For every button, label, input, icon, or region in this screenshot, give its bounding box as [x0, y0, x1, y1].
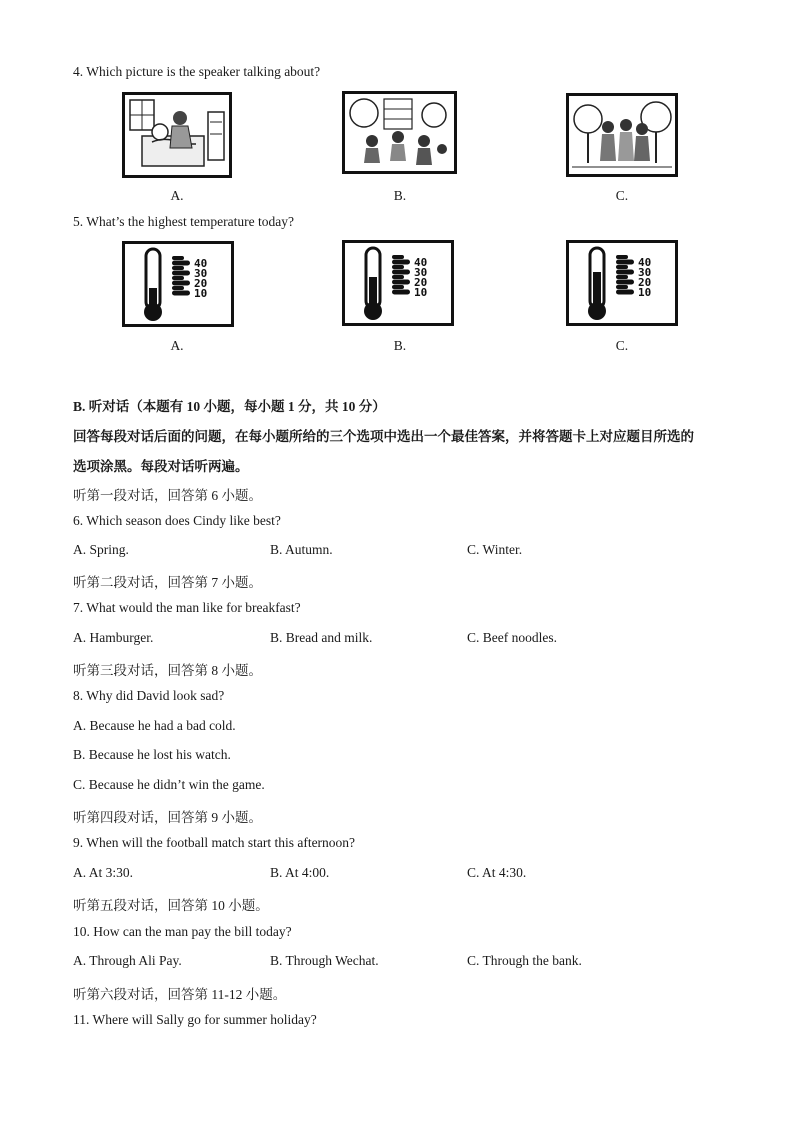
scale-tick-label: 20: [638, 276, 652, 289]
question-6-text: 6. Which season does Cindy like best?: [73, 513, 281, 528]
scale-tick-mark: [392, 290, 410, 295]
option-b-label: B.: [393, 338, 407, 353]
scale-tick-label: 10: [194, 287, 208, 300]
q10-option-b: B. Through Wechat.: [270, 953, 379, 968]
option-c-label: C.: [615, 338, 629, 353]
scale-tick-label: 30: [414, 266, 428, 279]
thermometer-icon: [342, 240, 454, 326]
scale-tick-mark: [392, 280, 410, 285]
question-7-text: 7. What would the man like for breakfast?: [73, 600, 301, 615]
dialogue-1-note: 听第一段对话，回答第 6 小题。: [73, 488, 262, 503]
scale-minor-tick: [172, 286, 184, 290]
scale-tick-label: 10: [638, 286, 652, 299]
question-5-text: 5. What’s the highest temperature today?: [73, 214, 294, 229]
scale-tick-mark: [616, 290, 634, 295]
question-8-text: 8. Why did David look sad?: [73, 688, 225, 703]
option-b-label: B.: [393, 188, 407, 203]
question-9-text: 9. When will the football match start this afternoon?: [73, 835, 356, 850]
scale-tick-mark: [392, 270, 410, 275]
q7-option-b: B. Bread and milk.: [270, 630, 373, 645]
q9-option-b: B. At 4:00.: [270, 865, 330, 880]
scale-tick-label: 20: [414, 276, 428, 289]
option-a-label: A.: [170, 188, 184, 203]
scale-minor-tick: [392, 255, 404, 259]
scale-tick-label: 10: [414, 286, 428, 299]
thermometer-mercury-level: [369, 277, 377, 308]
q7-option-a: A. Hamburger.: [73, 630, 154, 645]
section-b-instruction-cont: 选项涂黑。每段对话听两遍。: [73, 459, 249, 474]
thermometer-icon: [122, 241, 234, 327]
scale-tick-mark: [392, 260, 410, 265]
picture-b-park-scene: [342, 91, 457, 174]
q9-option-c: C. At 4:30.: [467, 865, 527, 880]
question-11-text: 11. Where will Sally go for summer holiday?: [73, 1012, 317, 1027]
option-c-label: C.: [615, 188, 629, 203]
q10-option-c: C. Through the bank.: [467, 953, 582, 968]
thermometer-icon: [566, 240, 678, 326]
scale-tick-mark: [616, 280, 634, 285]
q6-option-b: B. Autumn.: [270, 542, 333, 557]
scale-minor-tick: [616, 275, 628, 279]
thermometer-a: [122, 241, 234, 327]
q10-option-a: A. Through Ali Pay.: [73, 953, 182, 968]
thermometer-b: [342, 240, 454, 326]
scale-tick-label: 40: [414, 256, 428, 269]
q9-option-a: A. At 3:30.: [73, 865, 134, 880]
dialogue-6-note: 听第六段对话，回答第 11-12 小题。: [73, 987, 287, 1002]
question-4-text: 4. Which picture is the speaker talking about?: [73, 64, 321, 79]
scale-minor-tick: [616, 285, 628, 289]
q6-option-a: A. Spring.: [73, 542, 129, 557]
thermometer-c: [566, 240, 678, 326]
scale-tick-label: 40: [638, 256, 652, 269]
q8-option-b: B. Because he lost his watch.: [73, 747, 231, 762]
question-10-text: 10. How can the man pay the bill today?: [73, 924, 292, 939]
scale-tick-mark: [616, 270, 634, 275]
scale-minor-tick: [392, 285, 404, 289]
scale-tick-mark: [172, 261, 190, 266]
thermometer-mercury-level: [593, 272, 601, 308]
picture-c-trees-scene: [566, 93, 678, 177]
scale-minor-tick: [392, 275, 404, 279]
scale-tick-label: 40: [194, 257, 208, 270]
dialogue-5-note: 听第五段对话，回答第 10 小题。: [73, 898, 269, 913]
scale-tick-mark: [616, 260, 634, 265]
scale-tick-mark: [172, 271, 190, 276]
scale-minor-tick: [172, 276, 184, 280]
q7-option-c: C. Beef noodles.: [467, 630, 557, 645]
dialogue-2-note: 听第二段对话，回答第 7 小题。: [73, 575, 262, 590]
thermometer-mercury-level: [149, 288, 157, 309]
scale-minor-tick: [392, 265, 404, 269]
q8-option-a: A. Because he had a bad cold.: [73, 718, 236, 733]
dialogue-4-note: 听第四段对话，回答第 9 小题。: [73, 810, 262, 825]
q8-option-c: C. Because he didn’t win the game.: [73, 777, 265, 792]
q6-option-c: C. Winter.: [467, 542, 523, 557]
section-b-heading: B. 听对话（本题有 10 小题，每小题 1 分，共 10 分）: [73, 399, 386, 414]
scale-minor-tick: [172, 256, 184, 260]
scale-tick-mark: [172, 281, 190, 286]
scale-minor-tick: [172, 266, 184, 270]
scale-minor-tick: [616, 255, 628, 259]
picture-a-bedroom-scene: [122, 92, 232, 178]
scale-tick-label: 30: [194, 267, 208, 280]
dialogue-3-note: 听第三段对话，回答第 8 小题。: [73, 663, 262, 678]
scale-tick-mark: [172, 291, 190, 296]
option-a-label: A.: [170, 338, 184, 353]
scale-tick-label: 30: [638, 266, 652, 279]
scale-tick-label: 20: [194, 277, 208, 290]
scale-minor-tick: [616, 265, 628, 269]
section-b-instruction: 回答每段对话后面的问题，在每小题所给的三个选项中选出一个最佳答案，并将答题卡上对应题目所选的: [73, 429, 694, 444]
